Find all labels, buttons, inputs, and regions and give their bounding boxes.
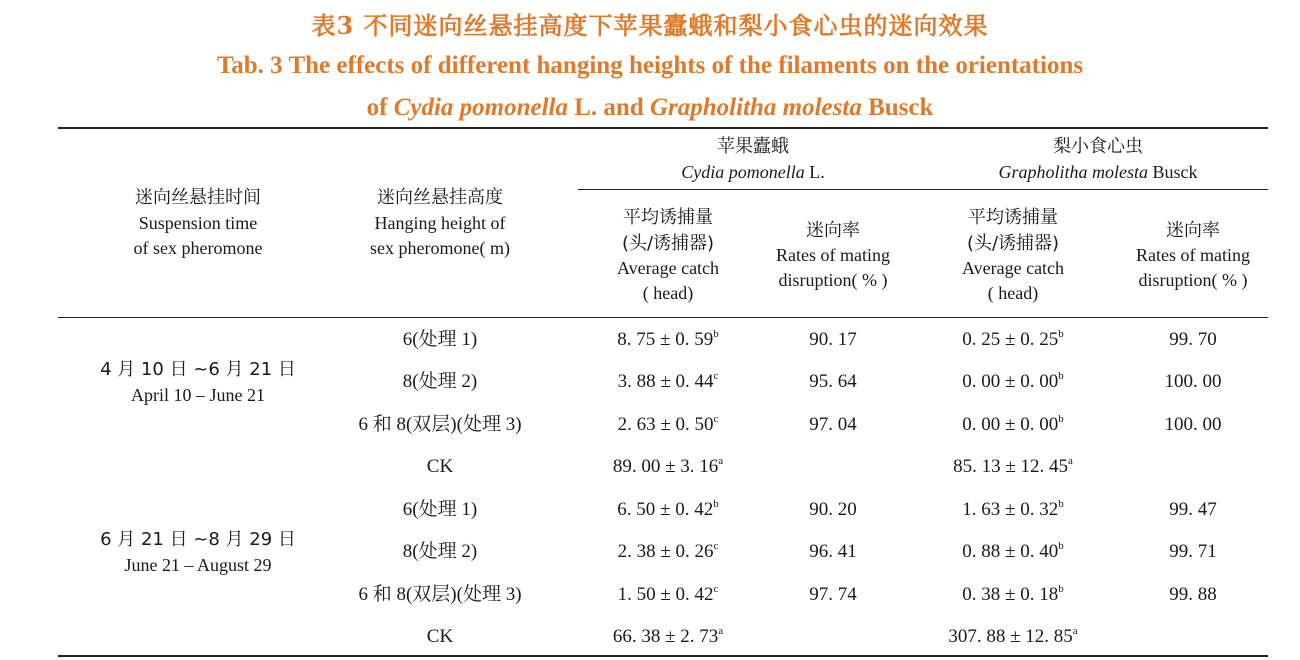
period-label-en: April 10 – June 21 [131, 385, 265, 405]
height-cell: CK [426, 626, 454, 647]
rate2-cell: 99. 47 [1169, 499, 1217, 520]
header-species2-cn: 梨小食心虫 [1053, 136, 1143, 157]
rate1-cell: 90. 17 [809, 329, 857, 350]
catch1-cell: 2. 63 ± 0. 50$^c$ [617, 413, 719, 435]
catch2-cell: 0. 00 ± 0. 00$^b$ [962, 413, 1064, 435]
header-rate2-en1: Rates of mating [1136, 245, 1250, 265]
header-catch2-cn1: 平均诱捕量 [968, 207, 1058, 228]
rate2-cell: 99. 71 [1169, 541, 1217, 562]
rate1-cell: 90. 20 [809, 499, 857, 520]
header-height-en1: Hanging height of [374, 213, 506, 233]
header-rate2-cn: 迷向率 [1166, 220, 1220, 241]
catch1-cell: 6. 50 ± 0. 42$^b$ [617, 498, 719, 520]
height-cell: 8(处理 2) [402, 541, 478, 562]
rate1-cell: 97. 04 [809, 414, 857, 435]
rate2-cell: 99. 88 [1169, 584, 1217, 605]
catch1-cell: 2. 38 ± 0. 26$^c$ [617, 540, 719, 562]
header-time-en1: Suspension time [138, 213, 258, 233]
height-cell: CK [426, 456, 454, 477]
header-catch2-en2: ( head) [987, 283, 1039, 303]
table-caption-en-line1: Tab. 3 The effects of different hanging heights of the filaments on the orientations [216, 52, 1084, 79]
rate1-cell: 96. 41 [809, 541, 857, 562]
catch2-cell: 0. 38 ± 0. 18$^b$ [962, 583, 1064, 605]
rate1-cell: 97. 74 [809, 584, 857, 605]
header-catch1-en2: ( head) [642, 283, 694, 303]
catch2-cell: 0. 25 ± 0. 25$^b$ [962, 328, 1064, 350]
height-cell: 6(处理 1) [402, 499, 478, 520]
header-catch2-cn2: (头/诱捕器) [966, 233, 1060, 254]
catch2-cell: 0. 88 ± 0. 40$^b$ [962, 540, 1064, 562]
header-rate2-en2: disruption( % ) [1138, 270, 1248, 290]
header-time-en2: of sex pheromone [133, 238, 263, 258]
header-species2-latin: Grapholitha molesta Busck [998, 162, 1198, 182]
header-rate1-cn: 迷向率 [806, 220, 860, 241]
rate2-cell: 100. 00 [1164, 414, 1222, 435]
catch1-cell: 89. 00 ± 3. 16$^a$ [612, 455, 724, 477]
height-cell: 6 和 8(双层)(处理 3) [358, 584, 522, 605]
header-catch1-cn2: (头/诱捕器) [621, 233, 715, 254]
catch2-cell: 1. 63 ± 0. 32$^b$ [962, 498, 1064, 520]
catch1-cell: 1. 50 ± 0. 42$^c$ [617, 583, 719, 605]
header-catch1-en1: Average catch [616, 258, 720, 278]
height-cell: 6 和 8(双层)(处理 3) [358, 414, 522, 435]
species-subrule [578, 189, 1268, 190]
header-catch2-en1: Average catch [961, 258, 1065, 278]
top-rule [58, 127, 1268, 129]
header-species1-cn: 苹果蠹蛾 [717, 136, 789, 157]
catch2-cell: 0. 00 ± 0. 00$^b$ [962, 370, 1064, 392]
period-label-cn: 6 月 21 日 ~8 月 29 日 [100, 529, 296, 550]
header-catch1-cn1: 平均诱捕量 [623, 207, 713, 228]
rate2-cell: 99. 70 [1169, 329, 1217, 350]
rate2-cell: 100. 00 [1164, 371, 1222, 392]
bottom-rule [58, 655, 1268, 657]
header-height-en2: sex pheromone( m) [370, 238, 510, 258]
caption-species-2: Grapholitha molesta [649, 94, 862, 121]
header-bottom-rule [58, 317, 1268, 318]
catch1-cell: 8. 75 ± 0. 59$^b$ [617, 328, 719, 350]
height-cell: 6(处理 1) [402, 329, 478, 350]
period-label-en: June 21 – August 29 [124, 555, 272, 575]
catch2-cell: 307. 88 ± 12. 85$^a$ [948, 625, 1078, 647]
rate1-cell: 95. 64 [809, 371, 857, 392]
table-caption-en-line2: of Cydia pomonella L. and Grapholitha molesta Busck [366, 94, 934, 121]
header-species1-latin: Cydia pomonella L. [681, 162, 825, 182]
catch1-cell: 3. 88 ± 0. 44$^c$ [617, 370, 719, 392]
header-time-cn: 迷向丝悬挂时间 [135, 187, 261, 208]
header-height-cn: 迷向丝悬挂高度 [377, 187, 503, 208]
catch2-cell: 85. 13 ± 12. 45$^a$ [953, 455, 1073, 477]
catch1-cell: 66. 38 ± 2. 73$^a$ [612, 625, 724, 647]
height-cell: 8(处理 2) [402, 371, 478, 392]
header-rate1-en1: Rates of mating [776, 245, 890, 265]
caption-species-1: Cydia pomonella [393, 94, 568, 121]
table-caption-cn: 表3 不同迷向丝悬挂高度下苹果蠹蛾和梨小食心虫的迷向效果 [311, 11, 989, 40]
period-label-cn: 4 月 10 日 ~6 月 21 日 [100, 359, 296, 380]
header-rate1-en2: disruption( % ) [778, 270, 888, 290]
